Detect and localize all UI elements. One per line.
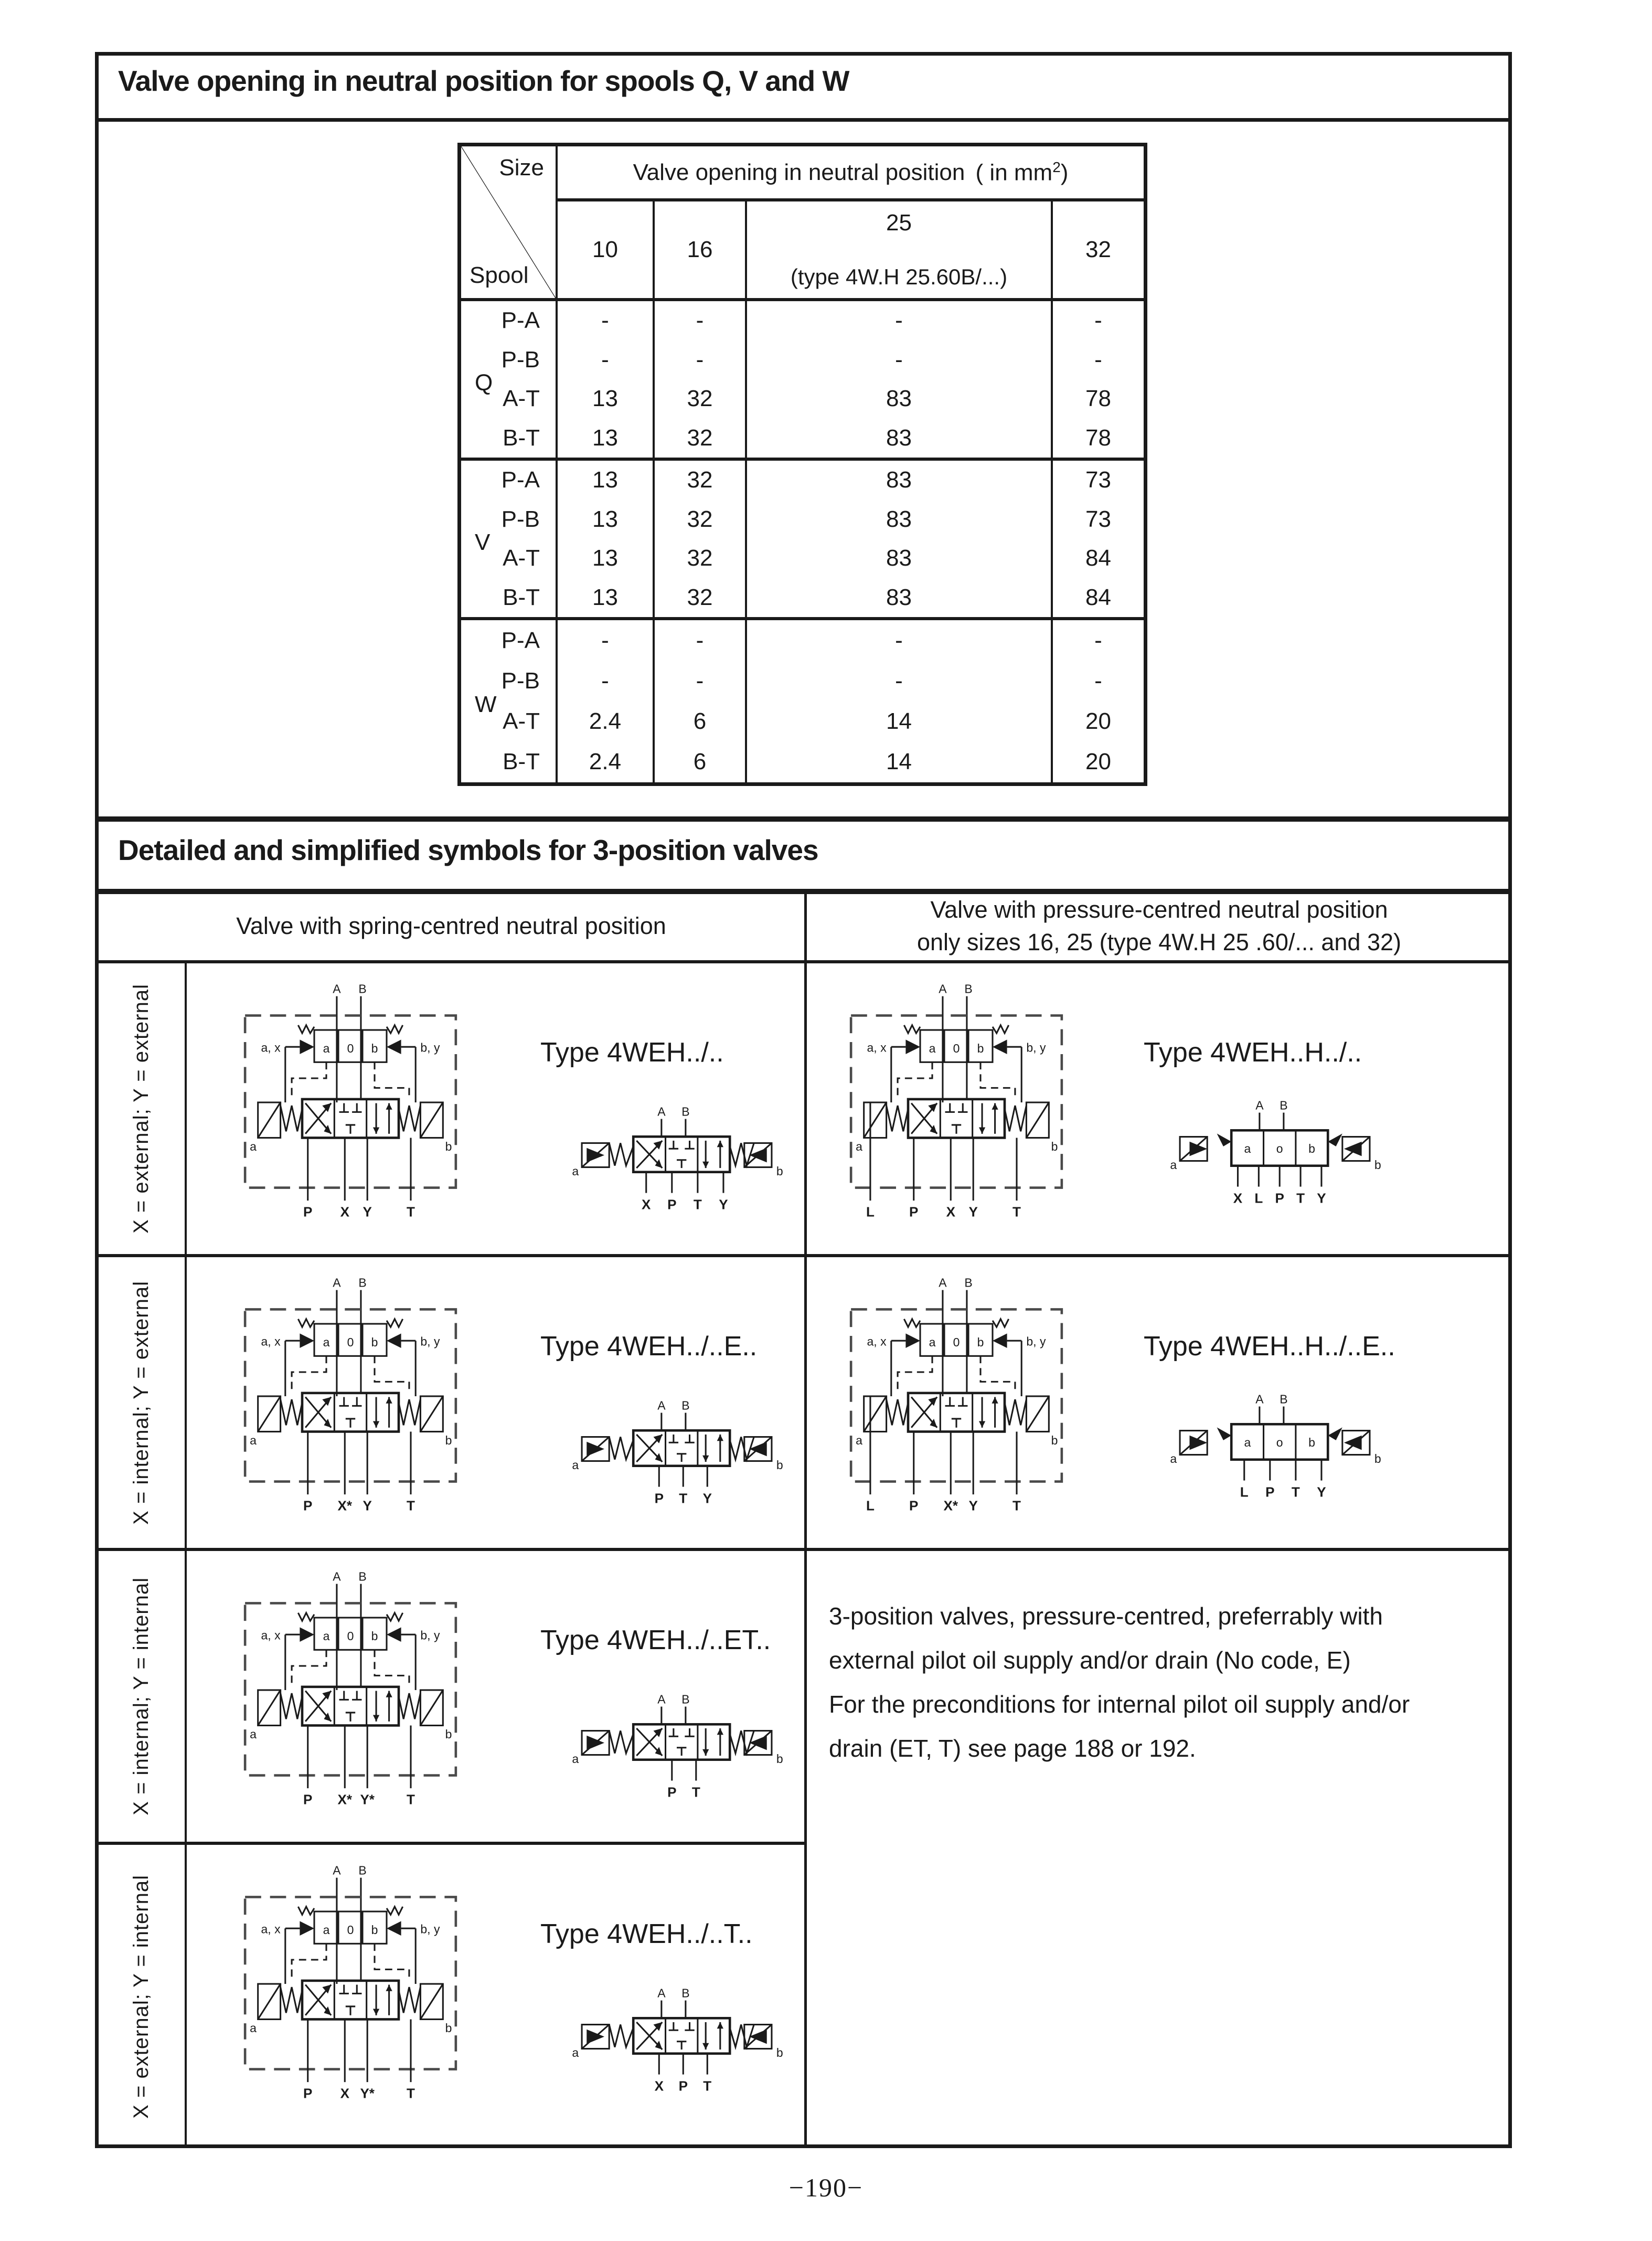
cell-value: 83: [886, 386, 912, 412]
spool-label: P-B: [501, 346, 540, 373]
size-25: 25: [886, 210, 912, 236]
corner-size-label: Size: [499, 155, 544, 180]
cell-value: 73: [1085, 506, 1111, 532]
detailed-symbol: [218, 1863, 483, 2105]
port-label: T: [1012, 1204, 1021, 1220]
spool-label: B-T: [503, 584, 540, 610]
port-label: Y: [719, 1196, 728, 1213]
port-label: Y: [968, 1204, 978, 1220]
section2-title: Detailed and simplified symbols for 3-position valves: [118, 834, 818, 866]
port-label: X: [1233, 1190, 1243, 1206]
cell-value: 78: [1085, 386, 1111, 412]
table-cell: [1051, 617, 1144, 782]
cell-value: 14: [886, 708, 912, 735]
port-label: T: [1012, 1497, 1021, 1514]
table-cell: [745, 458, 1051, 617]
group-letter: V: [475, 529, 491, 556]
cell-value: 13: [592, 424, 618, 451]
group-letter: Q: [475, 370, 493, 396]
note-line: 3-position valves, pressure-centred, preferrably with: [829, 1602, 1383, 1630]
cell-value: 32: [687, 467, 713, 493]
valve-opening-table: [457, 143, 1147, 786]
table-cell: [558, 458, 653, 617]
cell-value: 32: [687, 545, 713, 571]
table-cell: [745, 298, 1051, 458]
type-label: Type 4WEH../..E..: [540, 1331, 758, 1362]
cell-value: -: [601, 627, 609, 653]
corner-spool-label: Spool: [470, 262, 529, 288]
port-label: X*: [943, 1497, 958, 1514]
table-header: [558, 146, 1144, 198]
port-label: T: [679, 1490, 688, 1506]
size-25-note: (type 4W.H 25.60B/...): [790, 264, 1008, 289]
cell-value: 83: [886, 506, 912, 532]
cell-value: 2.4: [589, 708, 622, 735]
table-cell: [558, 617, 653, 782]
cell-value: 20: [1085, 749, 1111, 775]
port-label: T: [703, 2078, 712, 2094]
spool-label: A-T: [503, 386, 540, 412]
cell-value: 13: [592, 467, 618, 493]
size-col-16: 16: [653, 198, 745, 298]
port-label: Y*: [360, 2085, 375, 2101]
port-label: T: [1291, 1484, 1300, 1500]
row-divider: [95, 1254, 1512, 1257]
port-label: Y: [363, 1497, 372, 1514]
simplified-symbol: [556, 1106, 797, 1227]
size-col-25: [745, 198, 1051, 298]
table-cell: [653, 617, 745, 782]
port-label: P: [909, 1204, 919, 1220]
port-label: T: [693, 1196, 702, 1213]
group-letter: W: [475, 691, 497, 717]
table-cell: [653, 458, 745, 617]
side-label-row4: X = external; Y = internal: [130, 1874, 153, 2119]
group-Q-label-cell: [461, 298, 558, 458]
group-W-label-cell: [461, 617, 558, 782]
divider-line: [95, 960, 1512, 963]
port-label: X*: [337, 1791, 353, 1808]
port-label: Y: [1317, 1484, 1326, 1500]
detailed-symbol: [824, 982, 1089, 1223]
side-label-row3: X = internal; Y = internal: [130, 1577, 153, 1815]
cell-value: 83: [886, 424, 912, 451]
cell-value: 84: [1085, 545, 1111, 571]
port-label: L: [866, 1497, 875, 1514]
spool-label: P-A: [501, 467, 540, 493]
note-line: drain (ET, T) see page 188 or 192.: [829, 1735, 1196, 1762]
simplified-symbol: [556, 1988, 797, 2108]
port-label: L: [866, 1204, 875, 1220]
port-label: P: [654, 1490, 664, 1506]
simplified-symbol: [556, 1400, 797, 1521]
port-label: Y*: [360, 1791, 375, 1808]
cell-value: 2.4: [589, 749, 622, 775]
port-label: P: [303, 1204, 313, 1220]
port-label: T: [1296, 1190, 1305, 1206]
port-label: L: [1254, 1190, 1263, 1206]
port-label: P: [1265, 1484, 1275, 1500]
port-label: Y: [702, 1490, 712, 1506]
simplified-symbol: [1154, 1394, 1395, 1514]
port-label: P: [303, 1791, 313, 1808]
cell-value: -: [1094, 346, 1102, 373]
port-label: X: [946, 1204, 955, 1220]
section1-title: Valve opening in neutral position for spools Q, V and W: [118, 65, 849, 97]
cell-value: 32: [687, 584, 713, 610]
simplified-symbol: [1154, 1100, 1395, 1220]
port-label: L: [1240, 1484, 1249, 1500]
port-label: X: [340, 1204, 349, 1220]
cell-value: 6: [693, 749, 707, 775]
side-label-row2: X = internal; Y = external: [130, 1280, 153, 1525]
cell-value: -: [895, 627, 903, 653]
port-label: X: [642, 1196, 651, 1213]
right-column-header: Valve with pressure-centred neutral position only sizes 16, 25 (type 4W.H 25 .60/... and 32): [916, 896, 1401, 955]
note-line: external pilot oil supply and/or drain (No code, E): [829, 1647, 1351, 1674]
port-label: T: [407, 1204, 415, 1220]
detailed-symbol: [218, 1569, 483, 1811]
port-label: Y: [968, 1497, 978, 1514]
cell-value: -: [696, 346, 704, 373]
cell-value: 14: [886, 749, 912, 775]
cell-value: -: [696, 667, 704, 694]
cell-value: 13: [592, 545, 618, 571]
port-label: P: [667, 1196, 677, 1213]
cell-value: 83: [886, 545, 912, 571]
detailed-symbol: [218, 1276, 483, 1517]
table-cell: [1051, 458, 1144, 617]
cell-value: 20: [1085, 708, 1111, 735]
table-cell: [558, 298, 653, 458]
cell-value: 13: [592, 584, 618, 610]
cell-value: -: [601, 667, 609, 694]
divider-line: [95, 816, 1512, 822]
cell-value: -: [601, 346, 609, 373]
spool-label: P-A: [501, 307, 540, 334]
divider-line: [95, 118, 1512, 122]
port-label: T: [407, 1497, 415, 1514]
spool-label: P-A: [501, 627, 540, 653]
page-number: −190−: [788, 2173, 864, 2202]
pressure-centred-note: [829, 1594, 1410, 1770]
cell-value: 83: [886, 584, 912, 610]
cell-value: 32: [687, 386, 713, 412]
row-divider-left: [95, 1842, 806, 1845]
cell-value: 32: [687, 506, 713, 532]
type-label: Type 4WEH../..: [540, 1037, 724, 1068]
cell-value: -: [1094, 627, 1102, 653]
port-label: P: [303, 1497, 313, 1514]
port-label: P: [909, 1497, 919, 1514]
cell-value: -: [895, 667, 903, 694]
spool-label: B-T: [503, 749, 540, 775]
type-label: Type 4WEH../..ET..: [540, 1625, 771, 1655]
port-label: X*: [337, 1497, 353, 1514]
spool-label: A-T: [503, 545, 540, 571]
cell-value: -: [895, 307, 903, 334]
table-header-unit: ( in $mm^2$): [975, 158, 1069, 186]
table-cell: [745, 617, 1051, 782]
cell-value: -: [601, 307, 609, 334]
table-corner-cell: [461, 146, 558, 298]
spool-label: P-B: [501, 506, 540, 532]
type-label: Type 4WEH..H../..: [1144, 1037, 1362, 1068]
port-label: Y: [1317, 1190, 1326, 1206]
cell-value: 32: [687, 424, 713, 451]
table-header-text: Valve opening in neutral position: [633, 159, 965, 185]
port-label: T: [407, 1791, 415, 1808]
port-label: X: [340, 2085, 349, 2101]
port-label: T: [691, 1784, 700, 1800]
detailed-symbol: [218, 982, 483, 1223]
port-label: P: [303, 2085, 313, 2101]
port-label: P: [678, 2078, 688, 2094]
port-label: P: [1275, 1190, 1284, 1206]
size-col-10: 10: [558, 198, 653, 298]
port-label: Y: [363, 1204, 372, 1220]
cell-value: -: [1094, 307, 1102, 334]
left-column-header: Valve with spring-centred neutral position: [236, 912, 666, 939]
type-label: Type 4WEH..H../..E..: [1144, 1331, 1395, 1362]
cell-value: 84: [1085, 584, 1111, 610]
group-V-label-cell: [461, 458, 558, 617]
cell-value: -: [1094, 667, 1102, 694]
size-col-32: 32: [1051, 198, 1144, 298]
simplified-symbol: [556, 1694, 797, 1814]
table-cell: [653, 298, 745, 458]
table-cell: [1051, 298, 1144, 458]
side-label-row1: X = external; Y = external: [130, 984, 153, 1234]
cell-value: -: [696, 627, 704, 653]
cell-value: -: [895, 346, 903, 373]
cell-value: 13: [592, 506, 618, 532]
detailed-symbol: [824, 1276, 1089, 1517]
cell-value: -: [696, 307, 704, 334]
spool-label: P-B: [501, 667, 540, 694]
cell-value: 78: [1085, 424, 1111, 451]
type-label: Type 4WEH../..T..: [540, 1919, 753, 1949]
spool-label: B-T: [503, 424, 540, 451]
note-line: For the preconditions for internal pilot oil supply and/or: [829, 1691, 1410, 1718]
cell-value: 83: [886, 467, 912, 493]
column-divider: [804, 894, 807, 2148]
cell-value: 73: [1085, 467, 1111, 493]
spool-label: A-T: [503, 708, 540, 735]
port-label: X: [654, 2078, 664, 2094]
cell-value: 6: [693, 708, 707, 735]
row-divider: [95, 1548, 1512, 1551]
label-column-divider: [185, 963, 187, 2148]
port-label: P: [667, 1784, 677, 1800]
port-label: T: [407, 2085, 415, 2101]
cell-value: 13: [592, 386, 618, 412]
